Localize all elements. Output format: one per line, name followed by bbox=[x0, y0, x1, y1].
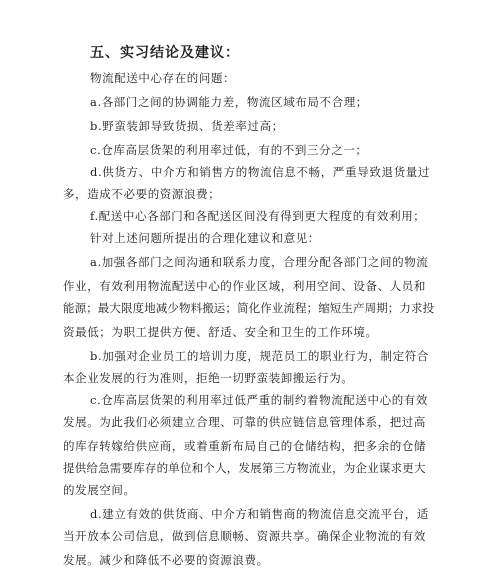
suggestion-b-line-2: 本企业发展的行为准则，拒绝一切野蛮装卸搬运行为。 bbox=[63, 371, 354, 385]
problem-f: f.配送中心各部门和各配送区间没有得到更大程度的有效利用； bbox=[90, 209, 426, 223]
suggestion-a-line-1: a.加强各部门之间沟通和联系力度，合理分配各部门之间的物流 bbox=[90, 255, 429, 269]
suggestion-a-line-4: 资最低；为职工提供方便、舒适、安全和卫生的工作环境。 bbox=[63, 325, 378, 339]
suggestion-d-line-2: 当开放本公司信息，做到信息顺畅、资源共享。确保企业物流的有效 bbox=[63, 529, 426, 543]
problem-a: a.各部门之间的协调能力差，物流区域布局不合理； bbox=[90, 95, 368, 109]
suggestion-d-line-1: d.建立有效的供货商、中介方和销售商的物流信息交流平台，适 bbox=[90, 507, 429, 521]
suggestions-intro: 针对上述问题所提出的合理化建议和意见： bbox=[90, 231, 320, 245]
problem-b: b.野蛮装卸导致货损、货差率过高； bbox=[90, 119, 284, 133]
suggestion-c-line-5: 的发展空间。 bbox=[63, 483, 136, 497]
problem-d-line-1: d.供货方、中介方和销售方的物流信息不畅，严重导致退货量过 bbox=[90, 165, 430, 179]
problem-d-line-2: 多，造成不必要的资源浪费； bbox=[63, 187, 221, 201]
problems-intro: 物流配送中心存在的问题： bbox=[90, 71, 236, 85]
suggestion-b-line-1: b.加强对企业员工的培训力度，规范员工的职业行为，制定符合 bbox=[90, 349, 429, 363]
suggestion-c-line-4: 提供给急需要库存的单位和个人，发展第三方物流业，为企业谋求更大 bbox=[63, 461, 426, 475]
suggestion-d-line-3: 发展。减少和降低不必要的资源浪费。 bbox=[63, 553, 269, 567]
suggestion-c-line-3: 的库存转嫁给供应商，或着重新布局自己的仓储结构，把多余的仓储 bbox=[63, 439, 426, 453]
suggestion-c-line-1: c.仓库高层货架的利用率过低严重的制约着物流配送中心的有效 bbox=[90, 393, 428, 407]
suggestion-a-line-3: 能源；最大限度地减少物料搬运；简化作业流程；缩短生产周期；力求投 bbox=[63, 301, 435, 315]
suggestion-a-line-2: 作业，有效利用物流配送中心的作业区域，利用空间、设备、人员和 bbox=[63, 279, 426, 293]
problem-c: c.仓库高层货架的利用率过低，有的不到三分之一； bbox=[90, 143, 368, 157]
suggestion-c-line-2: 发展。为此我们必须建立合理、可靠的供应链信息管理体系，把过高 bbox=[63, 415, 426, 429]
section-title: 五、实习结论及建议： bbox=[90, 45, 240, 61]
